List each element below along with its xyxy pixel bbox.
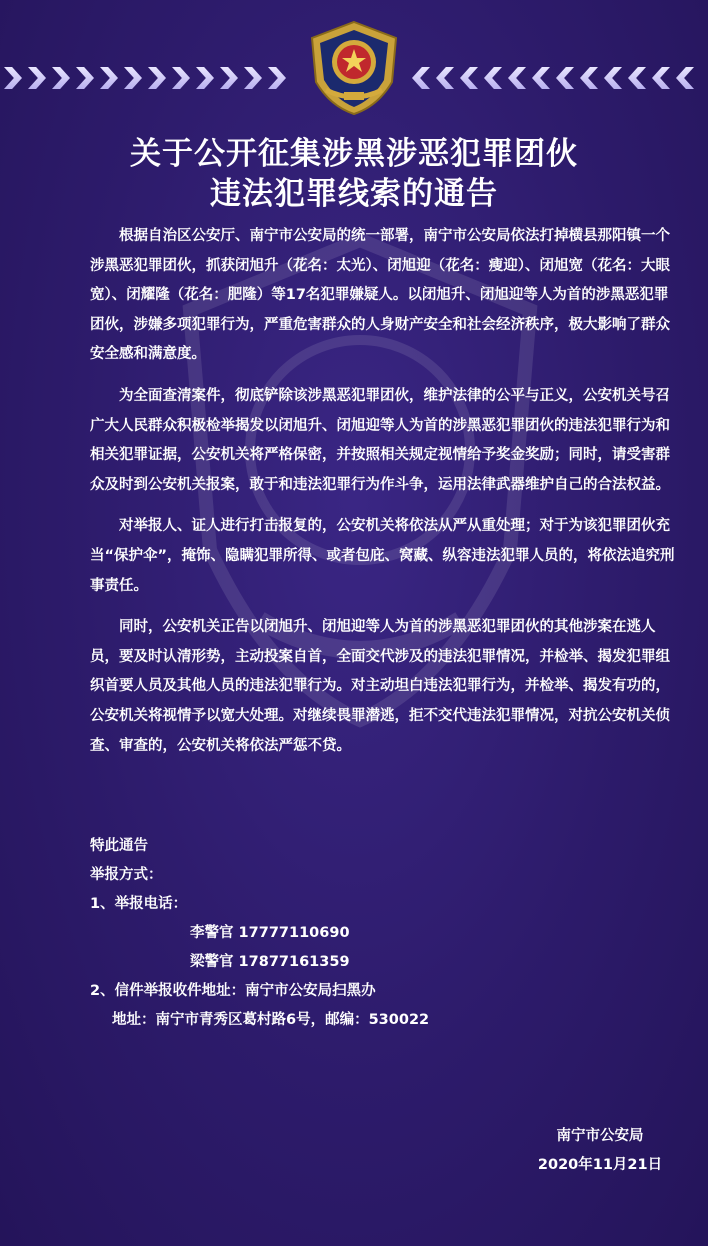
mail-address: 地址：南宁市青秀区葛村路6号，邮编：530022 (112, 1012, 430, 1028)
chevron-arrow-icon (76, 67, 94, 89)
issuing-organization: 南宁市公安局 (556, 1128, 644, 1144)
mail-label: 2、信件举报收件地址：南宁市公安局扫黑办 (90, 983, 376, 999)
chevron-arrow-icon (28, 67, 46, 89)
closing-text: 特此通告 (90, 838, 148, 854)
phone-contact-1: 李警官 17777110690 (190, 925, 350, 941)
chevron-arrow-icon (100, 67, 118, 89)
chevron-arrow-icon (556, 67, 574, 89)
phone-label: 1、举报电话： (90, 896, 188, 912)
chevron-arrow-icon (4, 67, 22, 89)
police-emblem-icon (304, 20, 404, 116)
chevron-arrow-icon (148, 67, 166, 89)
report-methods-label: 举报方式： (90, 867, 163, 883)
chevron-arrow-icon (604, 67, 622, 89)
chevron-arrow-icon (412, 67, 430, 89)
right-chevron-row (412, 64, 694, 92)
chevron-arrow-icon (508, 67, 526, 89)
notice-title-line-1: 关于公开征集涉黑涉恶犯罪团伙 (130, 136, 578, 172)
issue-date: 2020年11月21日 (537, 1157, 663, 1173)
chevron-arrow-icon (460, 67, 478, 89)
report-info (90, 832, 650, 1035)
chevron-arrow-icon (676, 67, 694, 89)
body-paragraph: 对举报人、证人进行打击报复的，公安机关将依法从严从重处理；对于为该犯罪团伙充当“保护伞”，掩饰、隐瞒犯罪所得、或者包庇、窝藏、纵容违法犯罪人员的，将依法追究刑事责任。 (90, 518, 675, 594)
chevron-arrow-icon (532, 67, 550, 89)
body-paragraph: 根据自治区公安厅、南宁市公安局的统一部署，南宁市公安局依法打掉横县那阳镇一个涉黑恶犯罪团伙，抓获闭旭升（花名：太光）、闭旭迎（花名：瘦迎）、闭旭宽（花名：大眼宽）、闭耀隆（花名：肥隆）等17名犯罪嫌疑人。以闭旭升、闭旭迎等人为首的涉黑恶犯罪团伙，涉嫌多项犯罪行为，严重危害群众的人身财产安全和社会经济秩序，极大影响了群众安全感和满意度。 (90, 228, 670, 363)
chevron-arrow-icon (628, 67, 646, 89)
chevron-arrow-icon (52, 67, 70, 89)
notice-title-line-2: 违法犯罪线索的通告 (210, 176, 498, 212)
phone-contact-2: 梁警官 17877161359 (190, 954, 350, 970)
chevron-arrow-icon (652, 67, 670, 89)
chevron-arrow-icon (220, 67, 238, 89)
chevron-arrow-icon (172, 67, 190, 89)
signature-block (520, 1122, 680, 1180)
chevron-arrow-icon (484, 67, 502, 89)
chevron-arrow-icon (436, 67, 454, 89)
chevron-arrow-icon (580, 67, 598, 89)
chevron-arrow-icon (124, 67, 142, 89)
chevron-arrow-icon (244, 67, 262, 89)
left-chevron-row (4, 64, 286, 92)
chevron-arrow-icon (268, 67, 286, 89)
chevron-arrow-icon (196, 67, 214, 89)
body-paragraph: 同时，公安机关正告以闭旭升、闭旭迎等人为首的涉黑恶犯罪团伙的其他涉案在逃人员，要及时认清形势，主动投案自首，全面交代涉及的违法犯罪情况，并检举、揭发犯罪组织首要人员及其他人员的违法犯罪行为。对主动坦白违法犯罪行为，并检举、揭发有功的，公安机关将视情予以宽大处理。对继续畏罪潜逃，拒不交代违法犯罪情况，对抗公安机关侦查、审查的，公安机关将依法严惩不贷。 (90, 619, 670, 754)
body-paragraph: 为全面查清案件，彻底铲除该涉黑恶犯罪团伙，维护法律的公平与正义，公安机关号召广大人民群众积极检举揭发以闭旭升、闭旭迎等人为首的涉黑恶犯罪团伙的违法犯罪行为和相关犯罪证据，公安机关将严格保密，并按照相关规定视情给予奖金奖励；同时，请受害群众及时到公安机关报案，敢于和违法犯罪行为作斗争，运用法律武器维护自己的合法权益。 (90, 387, 670, 493)
notice-body (90, 222, 680, 773)
